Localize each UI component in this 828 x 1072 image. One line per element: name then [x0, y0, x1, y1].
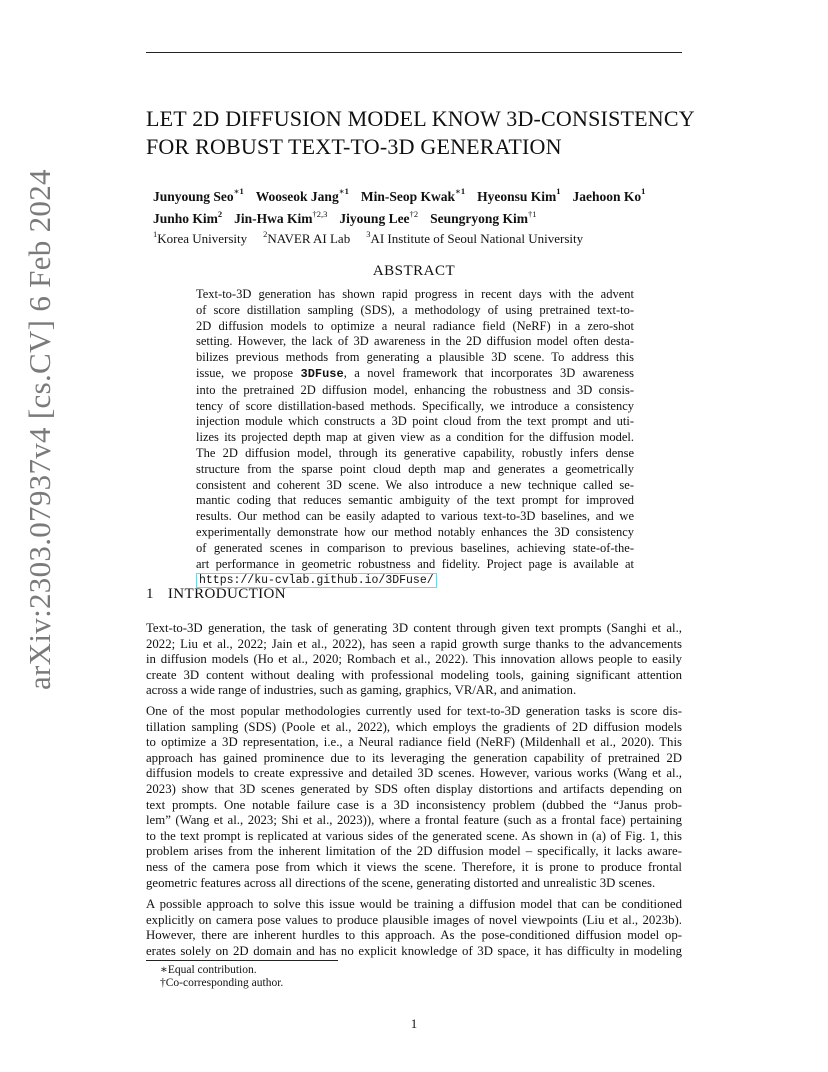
section-heading: [146, 586, 286, 603]
author-mark: ∗1: [454, 186, 466, 196]
text-line: erates solely on 2D domain and has no explicit knowledge of 3D space, it has difficulty in modeling: [146, 943, 682, 958]
text-line: create 3D content without dealing with professional modeling tools, gaining significant attention: [146, 667, 682, 682]
abstract-heading: ABSTRACT: [372, 263, 456, 279]
abstract-line: consistent and coherent 3D scene. We also introduce a new technique called se-: [196, 477, 634, 492]
text-line: lem” (Wang et al., 2023; Shi et al., 2023)), where a frontal feature (such as a frontal face) pertaining: [146, 813, 682, 828]
author-mark: †1: [527, 208, 537, 219]
title-line-1: LET 2D DIFFUSION MODEL KNOW 3D-CONSISTENCY: [146, 106, 695, 131]
author-mark: ∗1: [233, 186, 244, 196]
text-line: to optimize a 3D representation, i.e., a Neural radiance field (NeRF) (Mildenhall et al., 2020). This: [146, 735, 682, 750]
affiliation-mark: 3: [366, 229, 371, 239]
text-line: One of the most popular methodologies currently used for text-to-3D generation tasks is score dis-: [146, 704, 682, 718]
text-line: to the text prompt is replicated at various sides of the generated scene. As shown in (a) of Fig. 1, this: [146, 828, 682, 843]
affiliation: $^1$Korea University: [153, 229, 248, 247]
paragraph-3: [146, 897, 682, 959]
text-line: explicitly on camera pose values to produce plausible images of novel viewpoints (Liu et al., 2023b).: [146, 912, 682, 927]
author-name: Junyoung Seo$^{∗1}$: [153, 186, 244, 204]
abstract-body: [196, 287, 634, 589]
abstract-line: into the pretrained 2D diffusion model, enhancing the robustness and 3D consis-: [196, 382, 634, 397]
author-name: Seungryong Kim$^{\dagger 1}$: [430, 208, 537, 226]
abstract-line: art performance in geometric robustness and fidelity. Project page is available at: [196, 556, 634, 571]
author-name: Min-Seop Kwak$^{∗1}$: [360, 186, 466, 204]
text-line: A possible approach to solve this issue would be training a diffusion model that can be conditioned: [146, 897, 682, 911]
abstract-line: lizes its projected depth map at given view as a condition for the diffusion model.: [196, 430, 634, 445]
text-line: diffusion models to create expressive and detailed 3D scenes. However, various works (Wang et al.,: [146, 766, 682, 781]
abstract-line: The 2D diffusion model, through its generative capability, robustly infers dense: [196, 445, 634, 460]
text-line: 2023) show that 3D scenes generated by SDS often display distortions and artifacts depending on: [146, 781, 682, 796]
author-name: Jaehoon Ko$^1$: [572, 186, 646, 204]
affiliations: [153, 230, 599, 247]
footnote-rule: [146, 960, 338, 961]
abstract-line: setting. However, the lack of 3D awareness in the 2D diffusion model often desta-: [196, 334, 634, 349]
affiliation: $^3$AI Institute of Seoul National University: [366, 229, 584, 247]
abstract-line: Text-to-3D generation has shown rapid progress in recent days with the advent: [196, 287, 634, 301]
text-line: geometric features across all directions of the scene, generating distorted and unrealistic 3D scenes.: [146, 875, 656, 890]
author-name: Junho Kim$^2$: [153, 208, 223, 226]
text-line: in diffusion models (Ho et al., 2020; Rombach et al., 2022). This innovation allows people to easily: [146, 652, 682, 667]
text-line: tillation sampling (SDS) (Poole et al., 2022), which employs the gradients of 2D diffusion models: [146, 719, 682, 734]
text-line: 2022; Liu et al., 2022; Jain et al., 2022), has seen a rapid growth surge thanks to the advancements: [146, 636, 682, 651]
author-name: Jiyoung Lee$^{\dagger 2}$: [339, 208, 419, 226]
section-number: 1: [146, 586, 154, 602]
affiliation-mark: 2: [263, 229, 268, 239]
affiliation-mark: 1: [153, 229, 158, 239]
text-line: across a wide range of industries, such as gaming, graphics, VR/AR, and animation.: [146, 683, 577, 698]
method-name: 3DFuse: [300, 366, 344, 381]
author-name: Hyeonsu Kim$^1$: [477, 186, 561, 204]
text-line: However, there are inherent hurdles to this approach. As the pose-conditioned diffusion model op-: [146, 928, 682, 943]
footnote-equal-contribution: ∗Equal contribution.: [160, 964, 257, 976]
author-row-1: [153, 183, 693, 206]
abstract-line: 2D diffusion models to optimize a neural radiance field (NeRF) in a zero-shot: [196, 318, 634, 333]
title-line-2: FOR ROBUST TEXT-TO-3D GENERATION: [146, 134, 562, 159]
author-mark: †2,3: [312, 208, 328, 219]
author-name: Jin-Hwa Kim$^{\dagger 2,3}$: [234, 208, 328, 226]
abstract-line: results. Our method can be easily adapted to various text-to-3D baselines, and we: [196, 509, 634, 524]
author-list: [153, 183, 693, 228]
abstract-line: bilizes previous methods from generating a plausible 3D scene. To address this: [196, 350, 634, 365]
project-page-link[interactable]: https://ku-cvlab.github.io/3DFuse/: [196, 573, 437, 588]
author-mark: †2: [409, 208, 419, 219]
abstract-line: of generated scenes in comparison to previous baselines, achieving state-of-the-: [196, 540, 634, 555]
text-line: Text-to-3D generation, the task of generating 3D content through given text prompts (Sanghi et al.,: [146, 621, 682, 635]
section-title: INTRODUCTION: [167, 586, 287, 602]
page-number: 1: [410, 1016, 418, 1031]
author-row-2: [153, 206, 693, 229]
paper-title: [146, 105, 706, 161]
abstract-line: experimentally demonstrate how our method notably enhances the 3D consistency: [196, 524, 634, 539]
paragraph-2: [146, 704, 682, 891]
author-mark: 1: [641, 186, 646, 196]
abstract-line: mantic coding that reduces semantic ambiguity of the text prompt for improved: [196, 493, 634, 508]
author-mark: ∗1: [338, 186, 349, 196]
author-mark: 2: [217, 208, 223, 219]
text-line: approach has gained prominence due to its leveraging the generation capability of pretrained 2D: [146, 750, 682, 765]
text-line: problem arises from the inherent limitation of the 2D diffusion model – specifically, it lacks aware-: [146, 844, 682, 859]
abstract-line: injection module which constructs a 3D point cloud from the text prompt and uti-: [196, 414, 634, 429]
abstract-line: issue, we propose 3DFuse, a novel framework that incorporates 3D awareness: [196, 365, 634, 381]
arxiv-identifier: arXiv:2303.07937v4 [cs.CV] 6 Feb 2024: [22, 169, 57, 690]
affiliation: $^2$NAVER AI Lab: [263, 229, 351, 247]
author-name: Wooseok Jang$^{∗1}$: [255, 186, 349, 204]
abstract-line: of score distillation sampling (SDS), a methodology of using pretrained text-to-: [196, 302, 634, 317]
author-mark: 1: [556, 186, 561, 196]
footnote-corresponding: †Co-corresponding author.: [160, 977, 284, 989]
paragraph-1: [146, 621, 682, 699]
text-line: ness of the camera pose from which it views the scene. Therefore, it is prone to produce frontal: [146, 859, 682, 874]
abstract-line: tency of score distillation-based methods. Specifically, we introduce a consistency: [196, 398, 634, 413]
text-line: text prompts. One notable failure case is a 3D inconsistency problem (dubbed the “Janus prob-: [146, 797, 682, 812]
abstract-line: structure from the sparse point cloud depth map and generates a geometrically: [196, 461, 634, 476]
top-rule: [146, 52, 682, 53]
